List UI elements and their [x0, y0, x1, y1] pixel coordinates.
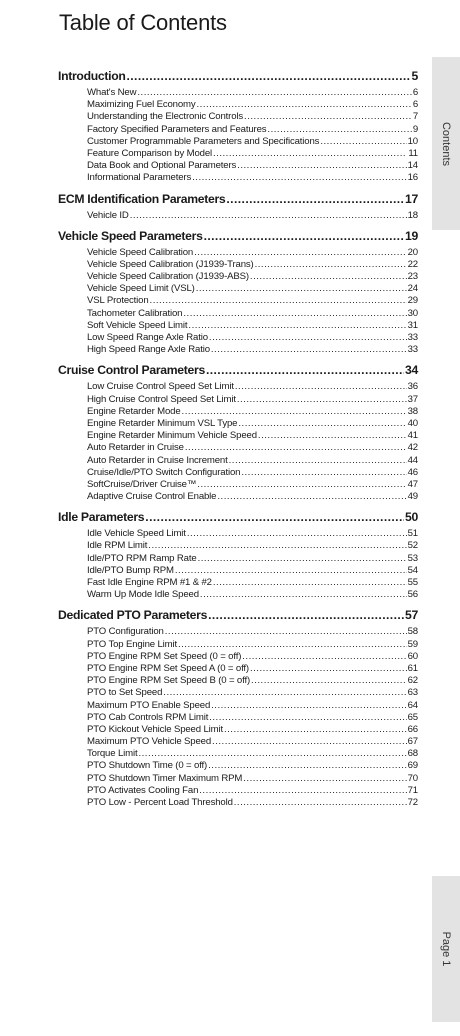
toc-entry[interactable]: [58, 418, 418, 430]
toc-entry-page-number: 54: [407, 564, 418, 576]
toc-entry-page-number: 65: [407, 711, 418, 723]
toc-entry-page-number: 72: [407, 797, 418, 808]
toc-section-heading-page-number: 50: [405, 510, 418, 525]
dot-leader: [198, 553, 407, 564]
toc-entry[interactable]: [58, 332, 418, 344]
dot-leader: [175, 565, 407, 576]
toc-entry-page-number: 6: [412, 99, 418, 111]
dot-leader: [250, 663, 407, 674]
dot-leader: [211, 344, 407, 355]
toc-entry[interactable]: [58, 308, 418, 320]
toc-entry-page-number: 51: [407, 528, 418, 540]
toc-entry[interactable]: [58, 172, 418, 184]
toc-entry-page-number: 46: [407, 466, 418, 478]
toc-section-heading[interactable]: [58, 510, 418, 528]
dot-leader: [178, 639, 407, 650]
toc-entry-label: PTO Shutdown Time (0 = off): [87, 760, 208, 772]
dot-leader: [145, 510, 404, 524]
dot-leader: [235, 381, 407, 392]
toc-entry-label: Maximum PTO Enable Speed: [87, 699, 211, 711]
dot-leader: [209, 332, 407, 343]
toc-entry[interactable]: [58, 736, 418, 748]
dot-leader: [243, 773, 406, 784]
dot-leader: [150, 295, 407, 306]
dot-leader: [234, 797, 407, 808]
toc-entry-label: Vehicle ID: [87, 209, 129, 221]
toc-entry[interactable]: [58, 455, 418, 467]
toc-entry[interactable]: [58, 773, 418, 785]
dot-leader: [267, 124, 411, 135]
toc-entry[interactable]: [58, 320, 418, 332]
page-number-label: Page 1: [440, 931, 452, 967]
toc-entry-label: Vehicle Speed Calibration (J1939-ABS): [87, 271, 249, 283]
dot-leader: [197, 479, 406, 490]
toc-entry[interactable]: [58, 442, 418, 454]
toc-entry-label: Fast Idle Engine RPM #1 & #2: [87, 577, 212, 588]
toc-entry[interactable]: [58, 148, 418, 160]
toc-entry-page-number: 49: [407, 491, 418, 503]
dot-leader: [211, 700, 406, 711]
dot-leader: [138, 748, 406, 759]
toc-entry-page-number: 16: [407, 172, 418, 184]
dot-leader: [229, 455, 407, 466]
toc-entry-label: What's New: [87, 87, 137, 98]
toc-entry[interactable]: [58, 111, 418, 123]
toc-section: [58, 69, 418, 185]
toc-entry-label: PTO Kickout Vehicle Speed Limit: [87, 723, 223, 735]
toc-entry-page-number: 7: [412, 111, 418, 123]
toc-entry-label: Torque Limit: [87, 748, 138, 760]
toc-entry-label: Customer Programmable Parameters and Specifications: [87, 135, 320, 147]
dot-leader: [237, 394, 407, 405]
toc-entry-label: Informational Parameters: [87, 172, 192, 184]
toc-entry-label: VSL Protection: [87, 295, 149, 307]
toc-entry-page-number: 56: [407, 589, 418, 601]
toc-entry-page-number: 22: [407, 258, 418, 270]
toc-entry-label: Maximum PTO Vehicle Speed: [87, 736, 212, 748]
dot-leader: [126, 69, 410, 83]
toc-entry[interactable]: [58, 797, 418, 809]
dot-leader: [200, 589, 407, 600]
dot-leader: [188, 320, 406, 331]
dot-leader: [130, 210, 407, 221]
toc-entry[interactable]: [58, 430, 418, 442]
toc-entry-page-number: 33: [407, 332, 418, 343]
toc-entry[interactable]: [58, 160, 418, 172]
toc-entry[interactable]: [58, 712, 418, 724]
toc-section-heading-label: Dedicated PTO Parameters: [58, 608, 208, 623]
dot-leader: [148, 540, 406, 551]
dot-leader: [206, 363, 404, 377]
dot-leader: [182, 406, 407, 417]
dot-leader: [196, 283, 407, 294]
toc-section-heading-page-number: 17: [405, 191, 418, 206]
toc-section-heading[interactable]: [58, 363, 418, 381]
toc-section: [58, 510, 418, 601]
toc-entry-label: Low Speed Range Axle Ratio: [87, 332, 208, 343]
toc-section-heading-page-number: 19: [405, 228, 418, 243]
toc-entry-label: Warm Up Mode Idle Speed: [87, 589, 199, 601]
toc-entry[interactable]: [58, 589, 418, 601]
toc-section-heading-label: Vehicle Speed Parameters: [58, 228, 203, 243]
dot-leader: [199, 785, 406, 796]
dot-leader: [250, 271, 407, 282]
toc-entry[interactable]: [58, 87, 418, 99]
toc-entry-label: Low Cruise Control Speed Set Limit: [87, 381, 234, 393]
toc-entry[interactable]: [58, 99, 418, 111]
toc-entry-label: PTO Low - Percent Load Threshold: [87, 797, 233, 808]
toc-entry[interactable]: [58, 748, 418, 760]
dot-leader: [224, 724, 407, 735]
dot-leader: [204, 229, 404, 243]
toc-entry-page-number: 44: [407, 454, 418, 466]
toc-entry-label: PTO Top Engine Limit: [87, 638, 177, 650]
toc-entry-label: PTO Engine RPM Set Speed A (0 = off): [87, 662, 249, 674]
toc-entry[interactable]: [58, 394, 418, 406]
toc-entry-page-number: 23: [407, 271, 418, 283]
toc-section-heading[interactable]: [58, 69, 418, 87]
toc-entry-page-number: 24: [407, 283, 418, 295]
toc-entry[interactable]: [58, 528, 418, 540]
toc-entry-label: Engine Retarder Minimum VSL Type: [87, 417, 238, 429]
toc-entry[interactable]: [58, 626, 418, 638]
toc-section-heading-page-number: 34: [405, 363, 418, 378]
toc-entry-label: PTO Configuration: [87, 626, 164, 638]
dot-leader: [212, 736, 407, 747]
toc-entry-label: Vehicle Speed Calibration: [87, 246, 194, 258]
toc-section-heading-page-number: 5: [411, 69, 418, 83]
toc-entry[interactable]: [58, 467, 418, 479]
toc-entry-label: Idle/PTO Bump RPM: [87, 564, 174, 576]
dot-leader: [183, 308, 406, 319]
toc-section-heading-label: ECM Identification Parameters: [58, 191, 226, 206]
toc-entry-label: PTO Activates Cooling Fan: [87, 784, 199, 796]
dot-leader: [197, 99, 412, 110]
toc-entry-label: Factory Specified Parameters and Features: [87, 123, 267, 135]
toc-entry[interactable]: [58, 136, 418, 148]
dot-leader: [251, 675, 407, 686]
dot-leader: [213, 148, 407, 159]
toc-section: [58, 229, 418, 357]
toc-entry[interactable]: [58, 785, 418, 797]
toc-entry-label: PTO Engine RPM Set Speed B (0 = off): [87, 675, 251, 687]
toc-entry-label: Feature Comparison by Model: [87, 147, 212, 159]
toc-entry-label: Understanding the Electronic Controls: [87, 111, 244, 123]
toc-entry[interactable]: [58, 210, 418, 222]
toc-entry[interactable]: [58, 760, 418, 772]
dot-leader: [237, 160, 406, 171]
dot-leader: [137, 87, 411, 98]
toc-entry-label: Vehicle Speed Limit (VSL): [87, 283, 195, 295]
toc-entry[interactable]: [58, 491, 418, 503]
toc-entry-page-number: 33: [407, 344, 418, 356]
toc-entry-page-number: 10: [407, 135, 418, 147]
contents-tab[interactable]: [432, 57, 460, 230]
toc-section-heading-page-number: 57: [405, 608, 418, 623]
toc-entry-page-number: 55: [407, 577, 418, 588]
toc-entry-page-number: 6: [412, 87, 418, 98]
toc-entry[interactable]: [58, 283, 418, 295]
dot-leader: [258, 430, 407, 441]
page-title: Table of Contents: [59, 10, 227, 35]
toc-section-heading-label: Introduction: [58, 69, 126, 83]
toc-entry[interactable]: [58, 700, 418, 712]
toc-entry-label: PTO Cab Controls RPM Limit: [87, 711, 209, 723]
dot-leader: [255, 259, 407, 270]
toc-section-heading[interactable]: [58, 229, 418, 247]
table-of-contents: [58, 69, 418, 816]
toc-section-heading-label: Idle Parameters: [58, 510, 145, 525]
toc-entry-label: PTO Engine RPM Set Speed (0 = off): [87, 650, 242, 662]
toc-entry[interactable]: [58, 295, 418, 307]
toc-entry[interactable]: [58, 271, 418, 283]
dot-leader: [226, 192, 404, 206]
dot-leader: [320, 136, 406, 147]
toc-entry-page-number: 60: [407, 650, 418, 662]
dot-leader: [165, 626, 407, 637]
toc-section: [58, 363, 418, 503]
toc-entry-page-number: 20: [407, 246, 418, 258]
toc-entry-page-number: 66: [407, 723, 418, 735]
toc-entry-page-number: 69: [407, 760, 418, 772]
toc-entry-label: Tachometer Calibration: [87, 307, 183, 319]
toc-entry-page-number: 63: [407, 687, 418, 699]
toc-section: [58, 608, 418, 809]
toc-entry-label: Auto Retarder in Cruise Increment: [87, 454, 228, 466]
toc-entry-page-number: 36: [407, 381, 418, 393]
dot-leader: [244, 111, 412, 122]
toc-entry-page-number: 14: [407, 160, 418, 172]
toc-entry-label: Soft Vehicle Speed Limit: [87, 319, 188, 331]
dot-leader: [194, 247, 407, 258]
toc-entry[interactable]: [58, 381, 418, 393]
toc-entry-page-number: 18: [407, 209, 418, 221]
toc-entry-page-number: 59: [407, 638, 418, 650]
toc-section-heading[interactable]: [58, 608, 418, 626]
toc-entry-label: SoftCruise/Driver Cruise™: [87, 478, 197, 490]
toc-entry-label: PTO Shutdown Timer Maximum RPM: [87, 772, 243, 784]
dot-leader: [192, 172, 407, 183]
toc-entry-label: High Cruise Control Speed Set Limit: [87, 393, 236, 405]
toc-entry-page-number: 37: [407, 393, 418, 405]
toc-entry[interactable]: [58, 553, 418, 565]
toc-entry-page-number: 62: [407, 675, 418, 687]
toc-entry[interactable]: [58, 724, 418, 736]
toc-entry-label: Idle RPM Limit: [87, 540, 148, 552]
toc-entry[interactable]: [58, 663, 418, 675]
toc-entry-label: Idle/PTO RPM Ramp Rate: [87, 552, 197, 564]
toc-entry[interactable]: [58, 124, 418, 136]
toc-entry[interactable]: [58, 540, 418, 552]
toc-entry-page-number: 64: [407, 699, 418, 711]
toc-entry-page-number: 53: [407, 552, 418, 564]
toc-entry-page-number: 71: [407, 784, 418, 796]
toc-entry[interactable]: [58, 479, 418, 491]
dot-leader: [238, 418, 406, 429]
toc-entry[interactable]: [58, 675, 418, 687]
toc-section: [58, 192, 418, 222]
toc-entry-page-number: 47: [407, 478, 418, 490]
toc-entry-page-number: 38: [407, 405, 418, 417]
toc-entry-label: Auto Retarder in Cruise: [87, 442, 184, 454]
toc-entry-page-number: 40: [407, 417, 418, 429]
toc-entry-page-number: 61: [407, 662, 418, 674]
toc-entry-page-number: 29: [407, 295, 418, 307]
toc-entry-page-number: 11: [408, 147, 418, 159]
toc-entry[interactable]: [58, 406, 418, 418]
dot-leader: [241, 467, 406, 478]
toc-entry[interactable]: [58, 565, 418, 577]
toc-entry-page-number: 68: [407, 748, 418, 760]
toc-entry-label: High Speed Range Axle Ratio: [87, 344, 210, 356]
toc-entry-page-number: 30: [407, 307, 418, 319]
toc-section-heading[interactable]: [58, 192, 418, 210]
toc-entry-label: Idle Vehicle Speed Limit: [87, 528, 186, 540]
toc-entry-label: PTO to Set Speed: [87, 687, 163, 699]
toc-entry-label: Adaptive Cruise Control Enable: [87, 491, 217, 503]
toc-entry-label: Engine Retarder Mode: [87, 405, 181, 417]
toc-entry-label: Cruise/Idle/PTO Switch Configuration: [87, 466, 241, 478]
dot-leader: [217, 491, 406, 502]
dot-leader: [213, 577, 407, 588]
toc-entry[interactable]: [58, 344, 418, 356]
dot-leader: [185, 442, 407, 453]
toc-entry-label: Maximizing Fuel Economy: [87, 99, 196, 111]
dot-leader: [187, 528, 407, 539]
toc-entry-page-number: 41: [407, 430, 418, 442]
toc-entry-page-number: 42: [407, 442, 418, 454]
toc-entry-page-number: 9: [412, 123, 418, 135]
dot-leader: [209, 712, 406, 723]
toc-entry-label: Vehicle Speed Calibration (J1939-Trans): [87, 258, 254, 270]
dot-leader: [208, 760, 407, 771]
toc-entry-page-number: 70: [407, 772, 418, 784]
dot-leader: [163, 687, 406, 698]
toc-entry-label: Engine Retarder Minimum Vehicle Speed: [87, 430, 257, 442]
dot-leader: [242, 651, 406, 662]
toc-entry-page-number: 31: [407, 319, 418, 331]
dot-leader: [208, 608, 404, 622]
contents-tab-label: Contents: [440, 121, 452, 166]
toc-entry[interactable]: [58, 687, 418, 699]
toc-entry[interactable]: [58, 577, 418, 589]
toc-section-heading-label: Cruise Control Parameters: [58, 363, 205, 378]
toc-entry[interactable]: [58, 651, 418, 663]
toc-entry-page-number: 52: [407, 540, 418, 552]
toc-entry-page-number: 58: [407, 626, 418, 638]
toc-entry-label: Data Book and Optional Parameters: [87, 160, 237, 172]
toc-entry[interactable]: [58, 247, 418, 259]
toc-entry[interactable]: [58, 639, 418, 651]
toc-entry[interactable]: [58, 259, 418, 271]
page-number-tab: [432, 876, 460, 1022]
toc-entry-page-number: 67: [407, 736, 418, 748]
